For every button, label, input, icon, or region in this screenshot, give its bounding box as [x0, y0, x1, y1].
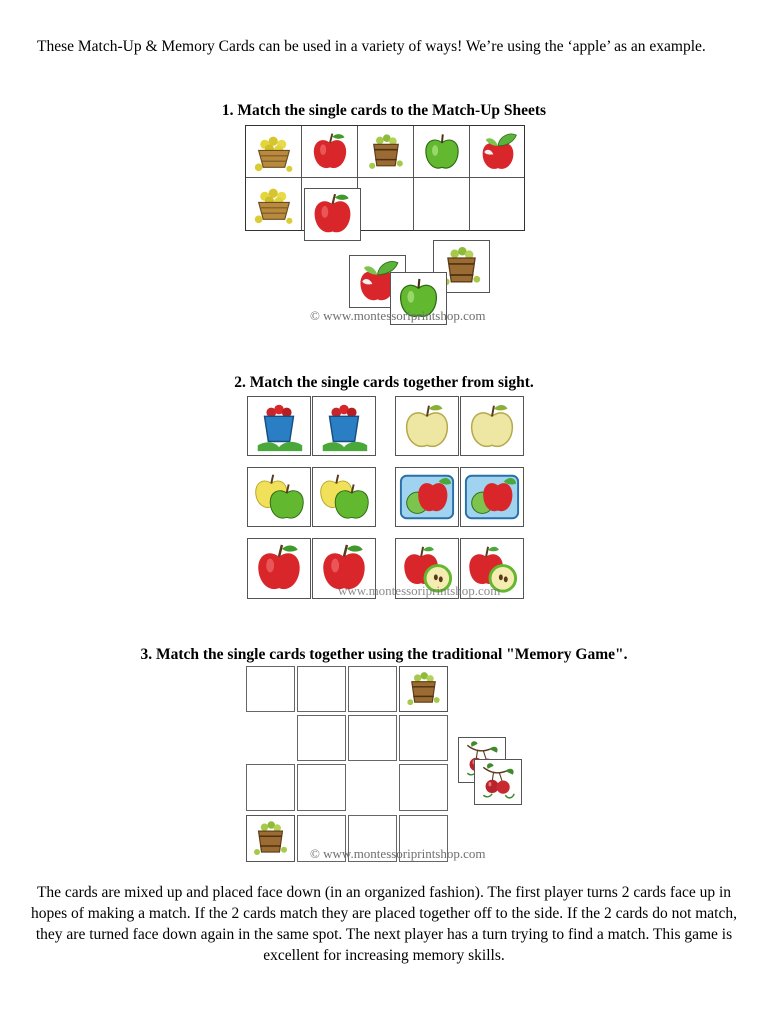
- watermark-2: www.montessoriprintshop.com: [338, 583, 501, 598]
- yellow-green-apples-icon: [248, 468, 310, 526]
- section-2-heading: 2. Match the single cards together from sight.: [234, 374, 534, 391]
- yellow-apple-icon: [461, 397, 523, 455]
- face-down-card[interactable]: [297, 764, 346, 811]
- red-apple-icon: [248, 539, 310, 598]
- yellow-apple-icon: [396, 397, 458, 455]
- watermark-3: © www.montessoriprintshop.com: [310, 846, 486, 861]
- memory-game-description: The cards are mixed up and placed face down (in an organized fashion). The first player turns 2 cards face up in hopes of making a match. If the 2 cards match they are placed together off to the side. If the 2 cards do not match, they are turned face down again in the same spot. The next player has a turn trying to find a match. This game is excellent for increasing memory skills.: [30, 884, 737, 964]
- apple-bucket-icon: [362, 129, 410, 175]
- watermark-1: © www.montessoriprintshop.com: [310, 308, 486, 323]
- intro-paragraph: These Match-Up & Memory Cards can be used in a variety of ways! We’re using the ‘apple’ as an example.: [37, 38, 706, 55]
- face-down-card[interactable]: [246, 764, 295, 811]
- card-red-apple[interactable]: [247, 538, 311, 599]
- face-down-card[interactable]: [348, 666, 397, 712]
- match-up-sheet: [245, 125, 525, 231]
- apple-bucket-icon: [247, 816, 294, 861]
- face-down-card[interactable]: [399, 764, 448, 811]
- card-blue-bucket[interactable]: [312, 396, 376, 456]
- face-down-card[interactable]: [297, 666, 346, 712]
- section-1-heading: 1. Match the single cards to the Match-Up Sheets: [221, 102, 547, 119]
- card-blue-bucket[interactable]: [247, 396, 311, 456]
- cut-apples-icon: [461, 468, 523, 526]
- card-yellow-apple[interactable]: [395, 396, 459, 456]
- apple-basket-icon: [250, 129, 298, 175]
- blue-bucket-apples-icon: [313, 397, 375, 455]
- card-yellow-apple[interactable]: [460, 396, 524, 456]
- section-3-heading: 3. Match the single cards together using the traditional "Memory Game".: [140, 646, 628, 663]
- apple-basket-icon: [250, 181, 298, 227]
- apple-bucket-icon: [400, 667, 447, 711]
- matched-card-branch[interactable]: [474, 759, 522, 805]
- cut-apples-icon: [396, 468, 458, 526]
- face-up-card-bucket[interactable]: [399, 666, 448, 712]
- apple-branch-icon: [475, 760, 521, 804]
- face-down-card[interactable]: [399, 715, 448, 761]
- card-yellow-green[interactable]: [312, 467, 376, 527]
- card-cut-apples[interactable]: [395, 467, 459, 527]
- face-down-card[interactable]: [297, 715, 346, 761]
- blue-bucket-apples-icon: [248, 397, 310, 455]
- red-apple-icon: [305, 189, 360, 240]
- face-down-card[interactable]: [246, 666, 295, 712]
- green-apple-icon: [418, 129, 466, 175]
- face-down-card[interactable]: [348, 715, 397, 761]
- single-card-red-apple[interactable]: [304, 188, 361, 241]
- yellow-green-apples-icon: [313, 468, 375, 526]
- card-yellow-green[interactable]: [247, 467, 311, 527]
- leafy-apple-icon: [474, 129, 522, 175]
- red-apple-icon: [306, 129, 354, 175]
- card-cut-apples[interactable]: [460, 467, 524, 527]
- face-up-card-bucket[interactable]: [246, 815, 295, 862]
